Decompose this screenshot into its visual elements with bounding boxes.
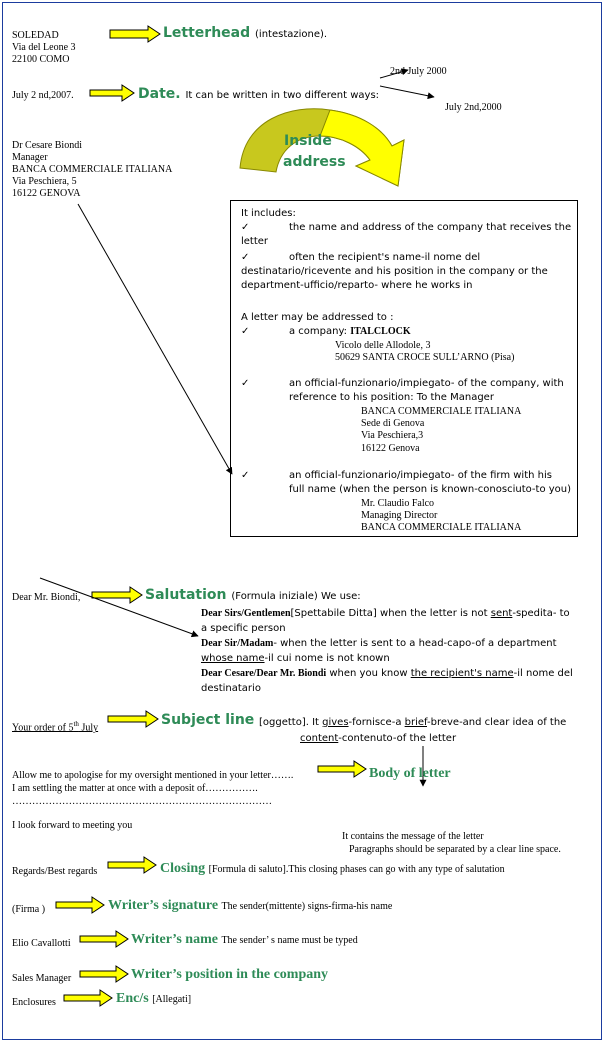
box-company-address2: 50629 SANTA CROCE SULL’ARNO (Pisa) [335,352,515,363]
date-label: Date. It can be written in two different ways: [138,86,380,102]
inside-address-line: 16122 GENOVA [12,188,81,199]
salutation-option-3: Dear Cesare/Dear Mr. Biondi when you know the recipient's name-il nome del [201,668,573,679]
subject-note: [oggetto]. It gives-fornisce-a brief-breve-and clear idea of the [259,717,567,728]
subject-label: Subject line [161,712,255,728]
writer-name-value: Elio Cavallotti [12,938,71,949]
inside-address-line: Manager [12,152,48,163]
date-alt1: 2nd July 2000 [390,66,447,77]
enclosures-label: Enc/s [Allegati] [116,991,192,1006]
box-company-address1: Vicolo delle Allodole, 3 [335,340,431,351]
salutation-label: Salutation (Formula iniziale) We use: [145,587,361,603]
signature-value: (Firma ) [12,904,46,915]
body-note-1: It contains the message of the letter [342,831,484,842]
sender-city: 22100 COMO [12,54,70,65]
yellow-arrow-date-icon [90,85,134,101]
box-option-firm-line2: full name (when the person is known-conosciuto-to you) [289,484,572,495]
box-official-address1: BANCA COMMERCIALE ITALIANA [361,406,522,417]
sender-name: SOLEDAD [12,30,59,41]
yellow-arrow-body-icon [318,761,366,777]
inside-address-line: Dr Cesare Biondi [12,140,82,151]
body-note-2: Paragraphs should be separated by a clear line space. [349,844,561,855]
subject-value: Your order of 5th July [12,720,99,734]
box-item1-line1: the name and address of the company that receives the [289,222,572,233]
date-value: July 2 nd,2007. [12,90,74,101]
pointer-date-alt2 [380,86,434,97]
box-addressed-title: A letter may be addressed to : [241,312,394,323]
box-firm-address2: Managing Director [361,510,438,521]
box-option-firm-line1: an official-funzionario/impiegato- of the firm with his [289,470,552,481]
yellow-arrow-enclosures-icon [64,990,112,1006]
box-official-address2: Sede di Genova [361,418,425,429]
signature-label: Writer’s signature The sender(mittente) signs-firma-his name [108,898,393,913]
yellow-arrow-closing-icon [108,857,156,873]
box-option-official-line1: an official-funzionario/impiegato- of the company, with [289,378,564,389]
check-icon: ✓ [241,378,250,389]
inside-address-line: BANCA COMMERCIALE ITALIANA [12,164,173,175]
yellow-arrow-signature-icon [56,897,104,913]
inside-address-info-box [230,200,578,537]
yellow-arrow-position-icon [80,966,128,982]
pointer-inside-address [78,204,232,474]
inside-address-label-2: address [283,154,346,170]
check-icon: ✓ [241,326,250,337]
yellow-arrow-letterhead-icon [110,26,160,42]
box-option-official-line2: reference to his position: To the Manager [289,392,494,403]
box-item2-line1: often the recipient's name-il nome del [289,252,481,263]
box-item2-line2: destinatario/ricevente and his position in the company or the [241,266,548,277]
box-option-company: a company: ITALCLOCK [289,326,411,337]
letterhead-label: Letterhead (intestazione). [163,25,328,41]
body-line-1: Allow me to apologise for my oversight mentioned in your letter……. [12,770,294,781]
salutation-value: Dear Mr. Biondi, [12,592,81,603]
subject-note-line2: content-contenuto-of the letter [300,733,457,744]
body-line-2: I am settling the matter at once with a deposit of……………. [12,783,258,794]
salutation-option-1: Dear Sirs/Gentlemen[Spettabile Ditta] when the letter is not sent-spedita- to [201,608,570,619]
box-firm-address3: BANCA COMMERCIALE ITALIANA [361,522,522,533]
position-label: Writer’s position in the company [131,967,329,982]
writer-name-label: Writer’s name The sender’ s name must be typed [131,932,358,947]
box-includes-title: It includes: [241,208,296,219]
inside-address-label-1: Inside [284,133,332,149]
box-firm-address1: Mr. Claudio Falco [361,498,435,509]
salutation-option-2: Dear Sir/Madam- when the letter is sent to a head-capo-of a department [201,638,557,649]
check-icon: ✓ [241,470,250,481]
salutation-option-3-line2: destinatario [201,683,261,694]
check-icon: ✓ [241,222,250,233]
yellow-arrow-subject-icon [108,711,158,727]
check-icon: ✓ [241,252,250,263]
box-official-address3: Via Peschiera,3 [361,430,424,441]
inside-address-line: Via Peschiera, 5 [12,176,77,187]
yellow-arrow-name-icon [80,931,128,947]
salutation-option-1-line2: a specific person [201,623,286,634]
sender-street: Via del Leone 3 [12,42,76,53]
box-item2-line3: department-ufficio/reparto- where he works in [241,280,473,291]
date-alt2: July 2nd,2000 [445,102,502,113]
salutation-option-2-line2: whose name-il cui nome is not known [201,653,390,664]
body-line-4: I look forward to meeting you [12,820,133,831]
closing-label: Closing [Formula di saluto].This closing phases can go with any type of salutation [160,861,505,876]
box-item1-line2: letter [241,236,269,247]
yellow-arrow-salutation-icon [92,587,142,603]
body-label: Body of letter [369,766,451,781]
closing-value: Regards/Best regards [12,866,98,877]
body-line-3: …………………………………………………………………… [12,796,272,807]
position-value: Sales Manager [12,973,72,984]
enclosures-value: Enclosures [12,997,56,1008]
box-official-address4: 16122 Genova [361,443,420,454]
